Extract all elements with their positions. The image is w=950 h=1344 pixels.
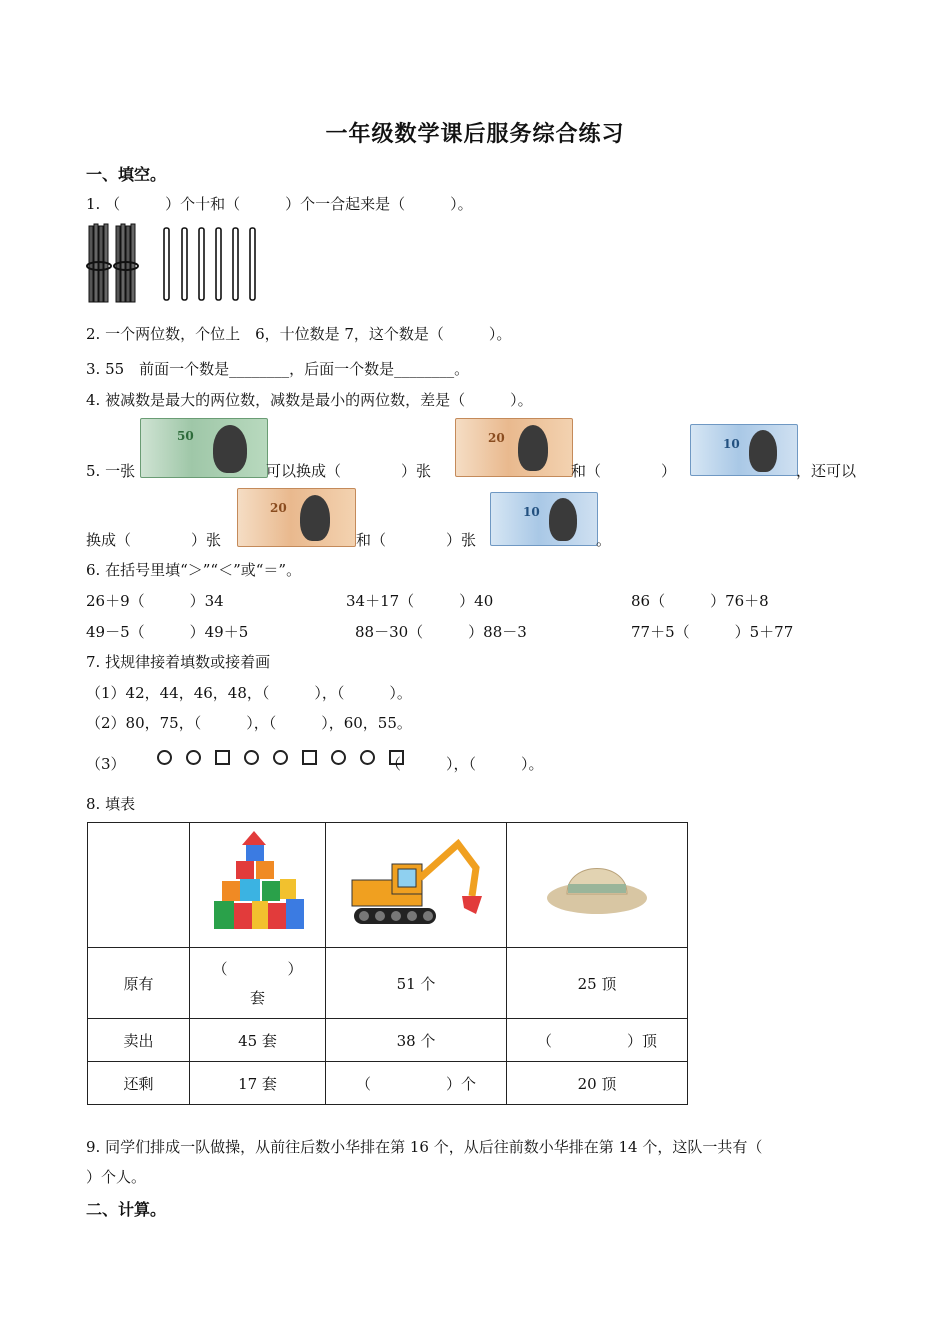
pattern-3-label: （3） [86, 755, 126, 773]
question-5-text-e: 换成（ ）张 [86, 531, 222, 549]
compare-item: 34＋17（ ）40 [346, 592, 494, 610]
question-5-text-b: 可以换成（ ）张 [266, 462, 432, 480]
question-7-title: 7. 找规律接着填数或接着画 [86, 653, 271, 671]
question-5-start: 5. 一张 [86, 462, 136, 480]
section-heading-fill: 一、填空。 [86, 165, 167, 184]
question-9-line2: ）个人。 [86, 1168, 147, 1186]
table-header-excavator [326, 823, 507, 948]
banknote-10-icon: 10 [690, 424, 798, 476]
hat-icon [542, 848, 652, 918]
row-label: 卖出 [88, 1019, 190, 1062]
page-title: 一年级数学课后服务综合练习 [325, 121, 625, 147]
stick-bundle-icon [114, 224, 138, 302]
table-cell: 38 个 [326, 1019, 507, 1062]
table-cell-answer-blank: （ ） [212, 960, 303, 978]
compare-item: 26＋9（ ）34 [86, 592, 224, 610]
compare-item: 88－30（ ）88－3 [355, 623, 527, 641]
table-cell: （ ）顶 [507, 1019, 688, 1062]
single-stick-icon [164, 228, 255, 300]
circle-icon [186, 750, 201, 765]
table-header-blocks [190, 823, 326, 948]
banknote-20-icon: 20 [237, 488, 356, 547]
question-5-text-c: 和（ ） [571, 462, 677, 480]
pattern-2: （2）80，75，（ ），（ ），60，55。 [86, 714, 412, 732]
section-heading-calc: 二、计算。 [86, 1200, 167, 1219]
table-cell: 45 套 [190, 1019, 326, 1062]
table-cell: 20 顶 [507, 1062, 688, 1105]
question-8-title: 8. 填表 [86, 795, 136, 813]
row-label: 还剩 [88, 1062, 190, 1105]
question-1: 1. （ ）个十和（ ）个一合起来是（ ）。 [86, 195, 473, 213]
table-cell: 25 顶 [507, 948, 688, 1019]
building-blocks-icon [208, 831, 308, 935]
table-cell: 51 个 [326, 948, 507, 1019]
table-corner-cell [88, 823, 190, 948]
question-5-text-f: 和（ ）张 [356, 531, 477, 549]
stick-bundle-icon [87, 224, 111, 302]
excavator-icon [346, 838, 486, 928]
table-cell: （ ）个 [326, 1062, 507, 1105]
square-icon [302, 750, 317, 765]
counting-sticks-illustration [86, 222, 256, 304]
fill-table [87, 822, 688, 1105]
question-5-end: 。 [596, 531, 612, 549]
table-cell [190, 948, 326, 1019]
compare-item: 49－5（ ）49＋5 [86, 623, 249, 641]
circle-icon [360, 750, 375, 765]
compare-item: 86（ ）76＋8 [631, 592, 769, 610]
question-6-title: 6. 在括号里填“＞”“＜”或“＝”。 [86, 561, 302, 579]
question-9-line1: 9. 同学们排成一队做操，从前往后数小华排在第 16 个，从后往前数小华排在第 14 个，这队一共有（ [86, 1138, 763, 1156]
table-header-hat [507, 823, 688, 948]
square-icon [215, 750, 230, 765]
question-4: 4. 被减数是最大的两位数，减数是最小的两位数，差是（ ）。 [86, 391, 533, 409]
question-3: 3. 55 前面一个数是________，后面一个数是________。 [86, 360, 470, 378]
question-2: 2. 一个两位数，个位上 6，十位数是 7，这个数是（ ）。 [86, 325, 512, 343]
table-cell-unit: 套 [249, 989, 265, 1007]
banknote-10-icon: 10 [490, 492, 598, 546]
banknote-20-icon: 20 [455, 418, 573, 477]
compare-item: 77＋5（ ）5＋77 [631, 623, 794, 641]
banknote-50-icon: 50 [140, 418, 268, 478]
shape-pattern [150, 747, 411, 765]
circle-icon [244, 750, 259, 765]
circle-icon [157, 750, 172, 765]
pattern-1: （1）42，44，46，48，（ ），（ ）。 [86, 684, 412, 702]
table-cell: 17 套 [190, 1062, 326, 1105]
circle-icon [273, 750, 288, 765]
circle-icon [331, 750, 346, 765]
question-5-text-d: ，还可以 [796, 462, 857, 480]
row-label: 原有 [88, 948, 190, 1019]
pattern-3-answers: （ ），（ ）。 [386, 755, 544, 773]
